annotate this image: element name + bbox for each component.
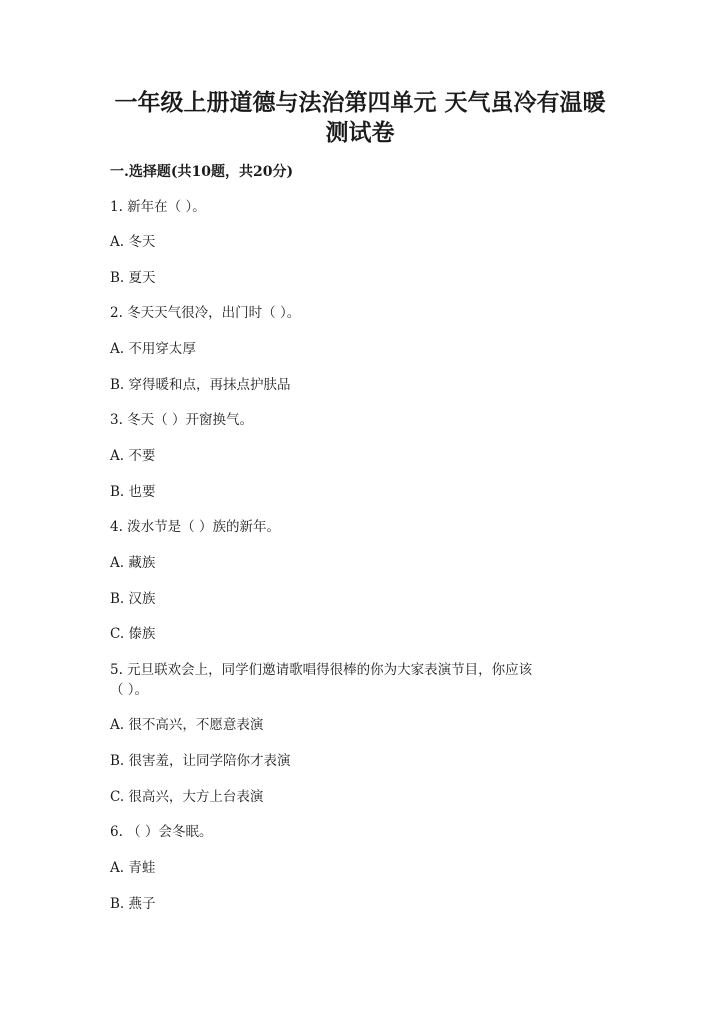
question-4-option-a: A. 藏族 [110,555,156,571]
question-6-option-a: A. 青蛙 [110,860,156,876]
question-3-option-b: B. 也要 [110,484,156,500]
question-5-option-c: C. 很高兴，大方上台表演 [110,789,264,805]
question-2-option-a: A. 不用穿太厚 [110,341,196,357]
question-5-stem-continued: （ ）。 [110,682,149,698]
question-2-option-b: B. 穿得暖和点，再抹点护肤品 [110,377,291,393]
question-1-option-a: A. 冬天 [110,234,156,250]
question-5-option-a: A. 很不高兴，不愿意表演 [110,717,264,733]
exam-title-line-1: 一年级上册道德与法治第四单元 天气虽冷有温暖 [114,89,606,116]
question-4-option-b: B. 汉族 [110,591,156,607]
question-5-stem: 5. 元旦联欢会上，同学们邀请歌唱得很棒的你为大家表演节目，你应该 [110,662,533,678]
question-6-stem: 6. （ ）会冬眠。 [110,824,213,840]
question-4-option-c: C. 傣族 [110,626,156,642]
section-heading: 一.选择题(共10题，共20分) [110,164,294,180]
question-2-stem: 2. 冬天天气很冷，出门时（ ）。 [110,305,301,321]
question-6-option-b: B. 燕子 [110,896,156,912]
question-3-stem: 3. 冬天（ ）开窗换气。 [110,412,253,428]
question-1-stem: 1. 新年在（ ）。 [110,199,206,215]
question-5-option-b: B. 很害羞，让同学陪你才表演 [110,753,291,769]
question-4-stem: 4. 泼水节是（ ）族的新年。 [110,519,280,535]
question-1-option-b: B. 夏天 [110,270,156,286]
question-3-option-a: A. 不要 [110,448,156,464]
exam-title-line-2: 测试卷 [325,119,395,146]
